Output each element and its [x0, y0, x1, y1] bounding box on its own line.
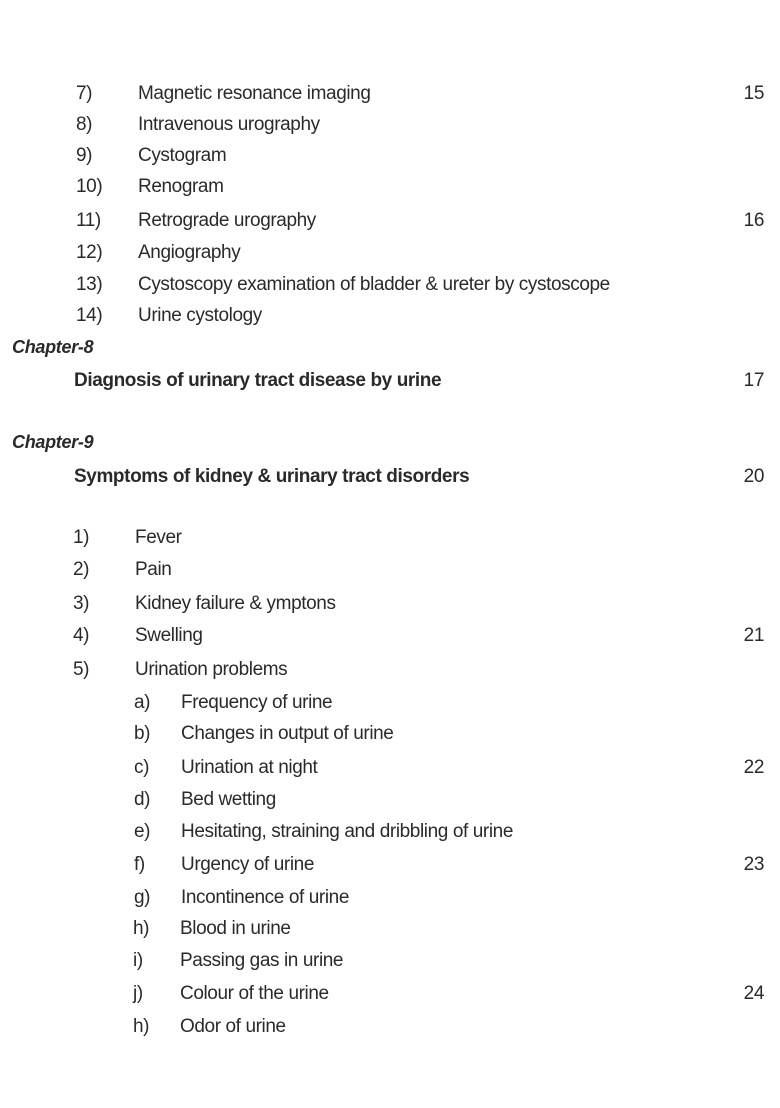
- page-number: 17: [743, 370, 764, 391]
- subitem-title: Urgency of urine: [181, 854, 315, 875]
- item-title: Retrograde urography: [138, 210, 316, 231]
- item-title: Cystogram: [138, 145, 227, 166]
- subitem-letter: i): [133, 950, 143, 971]
- toc-item: [0, 271, 780, 299]
- toc-subitem: [0, 689, 780, 717]
- subitem-letter: g): [134, 887, 151, 908]
- page-number: 15: [743, 83, 764, 104]
- subitem-title: Blood in urine: [180, 918, 291, 939]
- toc-item: [0, 207, 780, 235]
- toc-item: [0, 622, 780, 650]
- toc-item: [0, 590, 780, 618]
- subitem-title: Bed wetting: [181, 789, 276, 810]
- item-title: Kidney failure & ymptons: [135, 593, 336, 614]
- toc-subitem: [0, 851, 780, 879]
- item-number: 1): [73, 527, 90, 548]
- subitem-title: Incontinence of urine: [181, 887, 349, 908]
- toc-item: [0, 111, 780, 139]
- subitem-title: Colour of the urine: [180, 983, 329, 1004]
- item-number: 10): [76, 176, 103, 197]
- toc-item: [0, 239, 780, 267]
- item-number: 5): [73, 659, 90, 680]
- toc-subitem: [0, 754, 780, 782]
- toc-subitem: [0, 786, 780, 814]
- subitem-title: Urination at night: [181, 757, 318, 778]
- subitem-title: Hesitating, straining and dribbling of urine: [181, 821, 513, 842]
- item-number: 8): [76, 114, 93, 135]
- chapter-heading: [0, 463, 780, 491]
- toc-subitem: [0, 915, 780, 943]
- subitem-letter: f): [134, 854, 145, 875]
- subitem-letter: j): [133, 983, 143, 1004]
- toc-item: [0, 524, 780, 552]
- page-number: 20: [743, 466, 764, 487]
- item-number: 11): [76, 210, 101, 231]
- chapter-title: Diagnosis of urinary tract disease by urine: [74, 370, 442, 391]
- item-title: Swelling: [135, 625, 203, 646]
- item-number: 2): [73, 559, 90, 580]
- subitem-letter: a): [134, 692, 151, 713]
- item-number: 3): [73, 593, 90, 614]
- toc-item: [0, 302, 780, 330]
- subitem-letter: h): [133, 1016, 150, 1037]
- toc-item: [0, 656, 780, 684]
- toc-subitem: [0, 818, 780, 846]
- page-number: 24: [743, 983, 764, 1004]
- page-number: 23: [743, 854, 764, 875]
- item-title: Urination problems: [135, 659, 288, 680]
- subitem-letter: b): [134, 723, 151, 744]
- item-title: Angiography: [138, 242, 241, 263]
- item-title: Intravenous urography: [138, 114, 320, 135]
- toc-subitem: [0, 720, 780, 748]
- subitem-title: Passing gas in urine: [180, 950, 344, 971]
- subitem-letter: d): [134, 789, 151, 810]
- chapter-label: Chapter-9: [12, 432, 94, 452]
- toc-item: [0, 556, 780, 584]
- item-title: Urine cystology: [138, 305, 262, 326]
- item-number: 7): [76, 83, 93, 104]
- item-number: 14): [76, 305, 103, 326]
- page-number: 21: [743, 625, 764, 646]
- item-number: 12): [76, 242, 103, 263]
- toc-subitem: [0, 980, 780, 1008]
- chapter-label: Chapter-8: [12, 337, 94, 357]
- item-title: Magnetic resonance imaging: [138, 83, 371, 104]
- subitem-letter: e): [134, 821, 151, 842]
- item-number: 13): [76, 274, 103, 295]
- page-number: 16: [743, 210, 764, 231]
- subitem-letter: c): [134, 757, 150, 778]
- item-title: Fever: [135, 527, 182, 548]
- subitem-title: Frequency of urine: [181, 692, 333, 713]
- subitem-title: Changes in output of urine: [181, 723, 394, 744]
- item-title: Renogram: [138, 176, 224, 197]
- item-number: 9): [76, 145, 93, 166]
- item-title: Cystoscopy examination of bladder & ureter by cystoscope: [138, 274, 610, 295]
- chapter-heading: [0, 367, 780, 395]
- toc-subitem: [0, 1013, 780, 1041]
- subitem-letter: h): [133, 918, 150, 939]
- page-number: 22: [743, 757, 764, 778]
- item-title: Pain: [135, 559, 172, 580]
- toc-subitem: [0, 884, 780, 912]
- toc-subitem: [0, 947, 780, 975]
- chapter-title: Symptoms of kidney & urinary tract disorders: [74, 466, 470, 487]
- subitem-title: Odor of urine: [180, 1016, 286, 1037]
- toc-item: [0, 142, 780, 170]
- item-number: 4): [73, 625, 90, 646]
- toc-item: [0, 173, 780, 201]
- toc-item: [0, 80, 780, 108]
